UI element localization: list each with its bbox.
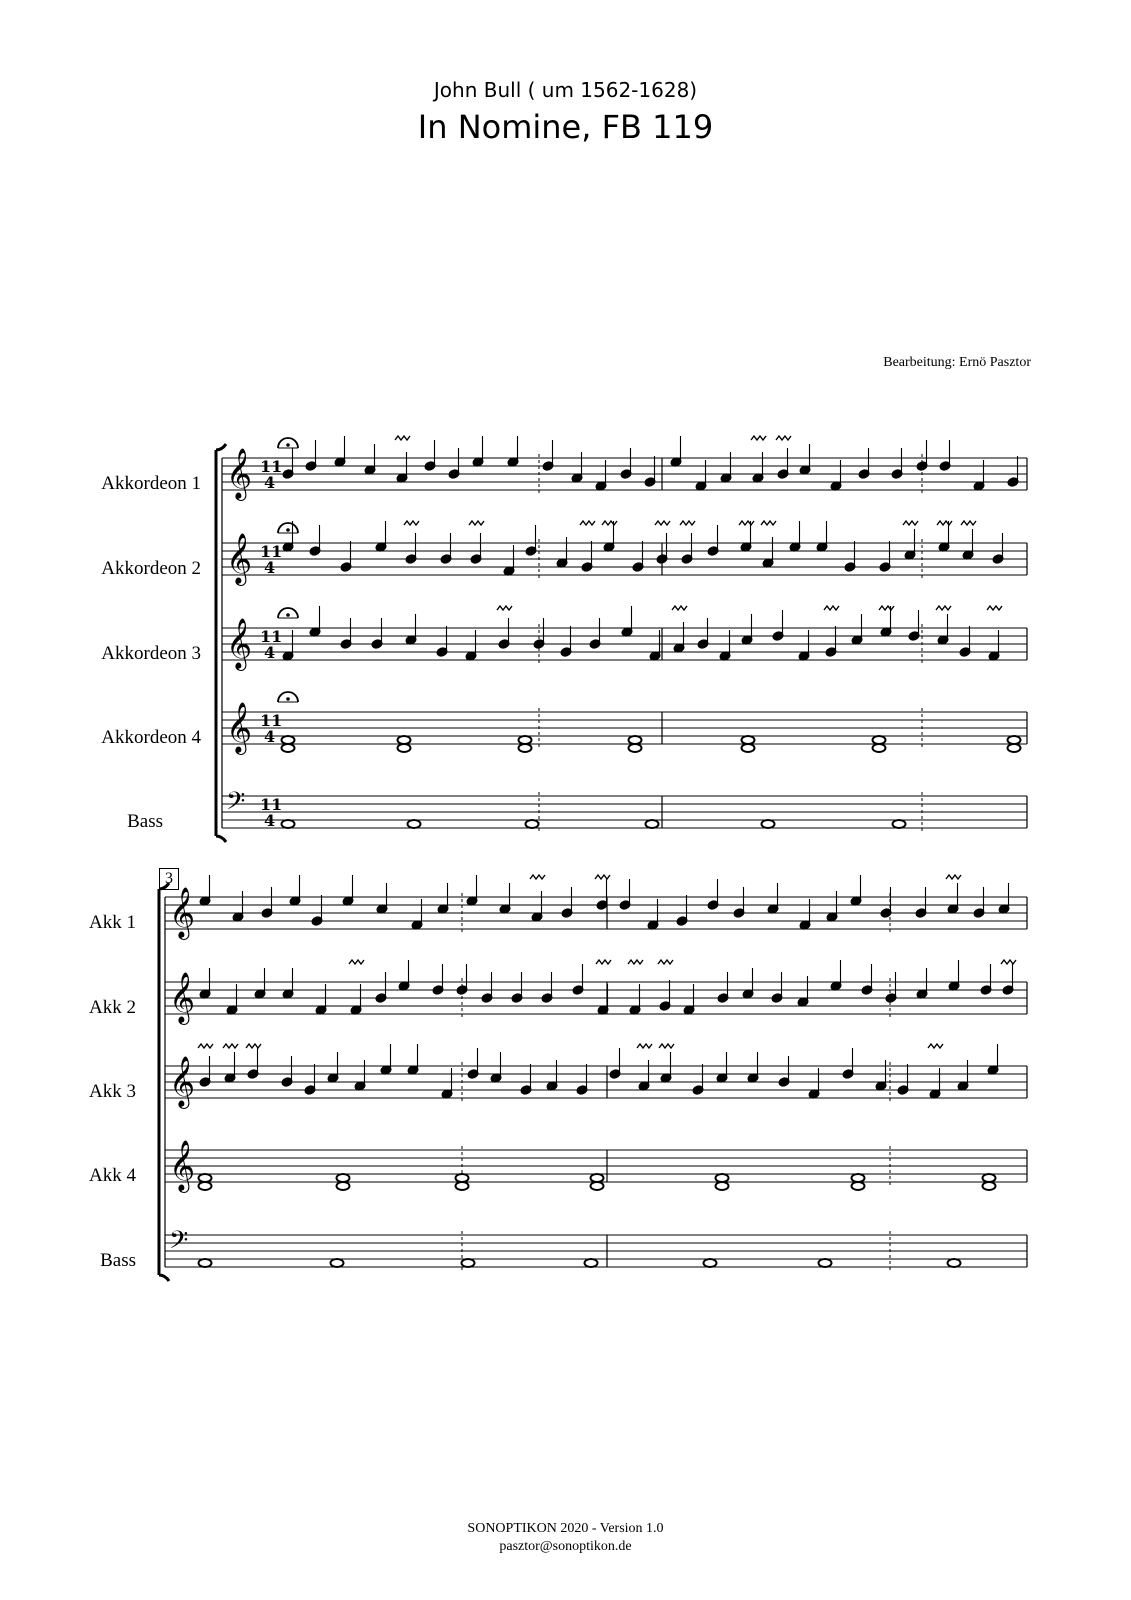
whole-note <box>873 744 886 752</box>
fermata-dot <box>286 697 290 701</box>
whole-note <box>519 736 532 744</box>
composer: John Bull ( um 1562-1628) <box>433 78 698 102</box>
whole-note <box>398 736 411 744</box>
whole-note <box>948 1259 961 1267</box>
system-1 <box>216 436 1027 842</box>
mordent-ornament <box>198 1044 213 1048</box>
whole-note <box>742 744 755 752</box>
fermata-dot <box>286 613 290 617</box>
treble-clef-icon: 𝄞 <box>169 972 196 1023</box>
whole-note <box>456 1182 469 1190</box>
whole-note <box>1008 736 1021 744</box>
footer-email: pasztor@sonoptikon.de <box>499 1539 632 1554</box>
staff-label-akk-1: Akk 1 <box>89 912 136 933</box>
time-signature-bottom: 4 <box>264 727 276 746</box>
rehearsal-mark: 3 <box>159 868 179 890</box>
treble-clef-icon: 𝄞 <box>169 1140 196 1191</box>
mordent-ornament <box>936 606 951 610</box>
whole-note <box>462 1259 475 1267</box>
footer <box>0 1520 1131 1556</box>
treble-clef-icon: 𝄞 <box>169 1056 196 1107</box>
mordent-ornament <box>751 436 766 440</box>
treble-clef-icon: 𝄞 <box>226 448 253 499</box>
whole-note <box>629 744 642 752</box>
mordent-ornament <box>497 606 512 610</box>
mordent-ornament <box>530 875 545 879</box>
treble-clef-icon: 𝄞 <box>226 618 253 669</box>
time-signature-bottom: 4 <box>264 643 276 662</box>
whole-note <box>331 1259 344 1267</box>
whole-note <box>819 1259 832 1267</box>
time-signature-bottom: 4 <box>264 473 276 492</box>
staff-label-akk-2: Akk 2 <box>89 997 136 1018</box>
system-2 <box>159 875 1027 1281</box>
mordent-ornament <box>595 875 610 879</box>
mordent-ornament <box>580 521 595 525</box>
whole-note <box>199 1182 212 1190</box>
treble-clef-icon: 𝄞 <box>169 887 196 938</box>
whole-note <box>526 820 539 828</box>
fermata-dot <box>286 528 290 532</box>
time-signature-top: 11 <box>260 542 283 561</box>
whole-note <box>629 736 642 744</box>
mordent-ornament <box>404 521 419 525</box>
mordent-ornament <box>903 521 918 525</box>
mordent-ornament <box>672 606 687 610</box>
mordent-ornament <box>937 521 952 525</box>
whole-note <box>585 1259 598 1267</box>
whole-note <box>282 736 295 744</box>
mordent-ornament <box>680 521 695 525</box>
whole-note <box>646 820 659 828</box>
whole-note <box>762 820 775 828</box>
time-signature-top: 11 <box>260 627 283 646</box>
arranger-credit: Bearbeitung: Ernö Pasztor <box>883 355 1031 370</box>
treble-clef-icon: 𝄞 <box>226 702 253 753</box>
bass-clef-icon: 𝄢 <box>169 1226 189 1261</box>
whole-note <box>199 1259 212 1267</box>
staff-label-akk-4: Akk 4 <box>89 1165 136 1186</box>
mordent-ornament <box>395 436 410 440</box>
time-signature-bottom: 4 <box>264 558 276 577</box>
mordent-ornament <box>987 606 1002 610</box>
mordent-ornament <box>349 960 364 964</box>
mordent-ornament <box>602 521 617 525</box>
staff-label-akkordeon-2: Akkordeon 2 <box>101 558 201 579</box>
mordent-ornament <box>928 1044 943 1048</box>
staff-label-akk-3: Akk 3 <box>89 1081 136 1102</box>
mordent-ornament <box>655 521 670 525</box>
whole-note <box>337 1182 350 1190</box>
whole-note <box>893 820 906 828</box>
mordent-ornament <box>1001 960 1016 964</box>
staff-label-akkordeon-4: Akkordeon 4 <box>101 727 201 748</box>
mordent-ornament <box>223 1044 238 1048</box>
staff-label-akkordeon-3: Akkordeon 3 <box>101 643 201 664</box>
mordent-ornament <box>628 960 643 964</box>
system-bracket <box>216 444 226 842</box>
staff-label-bass: Bass <box>127 811 163 832</box>
whole-note <box>852 1182 865 1190</box>
whole-note <box>591 1182 604 1190</box>
time-signature-top: 11 <box>260 795 283 814</box>
treble-clef-icon: 𝄞 <box>226 533 253 584</box>
whole-note <box>704 1259 717 1267</box>
whole-note <box>199 1174 212 1182</box>
bass-clef-icon: 𝄢 <box>226 787 246 822</box>
whole-note <box>408 820 421 828</box>
whole-note <box>456 1174 469 1182</box>
staff-label-akkordeon-1: Akkordeon 1 <box>101 473 201 494</box>
whole-note <box>983 1182 996 1190</box>
mordent-ornament <box>946 875 961 879</box>
mordent-ornament <box>824 606 839 610</box>
time-signature-top: 11 <box>260 711 283 730</box>
mordent-ornament <box>596 960 611 964</box>
mordent-ornament <box>469 521 484 525</box>
mordent-ornament <box>776 436 791 440</box>
mordent-ornament <box>961 521 976 525</box>
whole-note <box>1008 744 1021 752</box>
whole-note <box>716 1174 729 1182</box>
whole-note <box>519 744 532 752</box>
mordent-ornament <box>246 1044 261 1048</box>
whole-note <box>983 1174 996 1182</box>
piece-title: In Nomine, FB 119 <box>417 108 714 146</box>
mordent-ornament <box>739 521 754 525</box>
mordent-ornament <box>659 1044 674 1048</box>
footer-copyright: SONOPTIKON 2020 - Version 1.0 <box>467 1521 664 1536</box>
mordent-ornament <box>879 606 894 610</box>
time-signature-top: 11 <box>260 457 283 476</box>
whole-note <box>337 1174 350 1182</box>
whole-note <box>282 820 295 828</box>
time-signature-bottom: 4 <box>264 811 276 830</box>
whole-note <box>716 1182 729 1190</box>
fermata-dot <box>286 443 290 447</box>
whole-note <box>282 744 295 752</box>
mordent-ornament <box>637 1044 652 1048</box>
whole-note <box>591 1174 604 1182</box>
whole-note <box>852 1174 865 1182</box>
whole-note <box>398 744 411 752</box>
whole-note <box>873 736 886 744</box>
whole-note <box>742 736 755 744</box>
mordent-ornament <box>761 521 776 525</box>
staff-label-bass-2: Bass <box>100 1250 136 1271</box>
mordent-ornament <box>658 960 673 964</box>
